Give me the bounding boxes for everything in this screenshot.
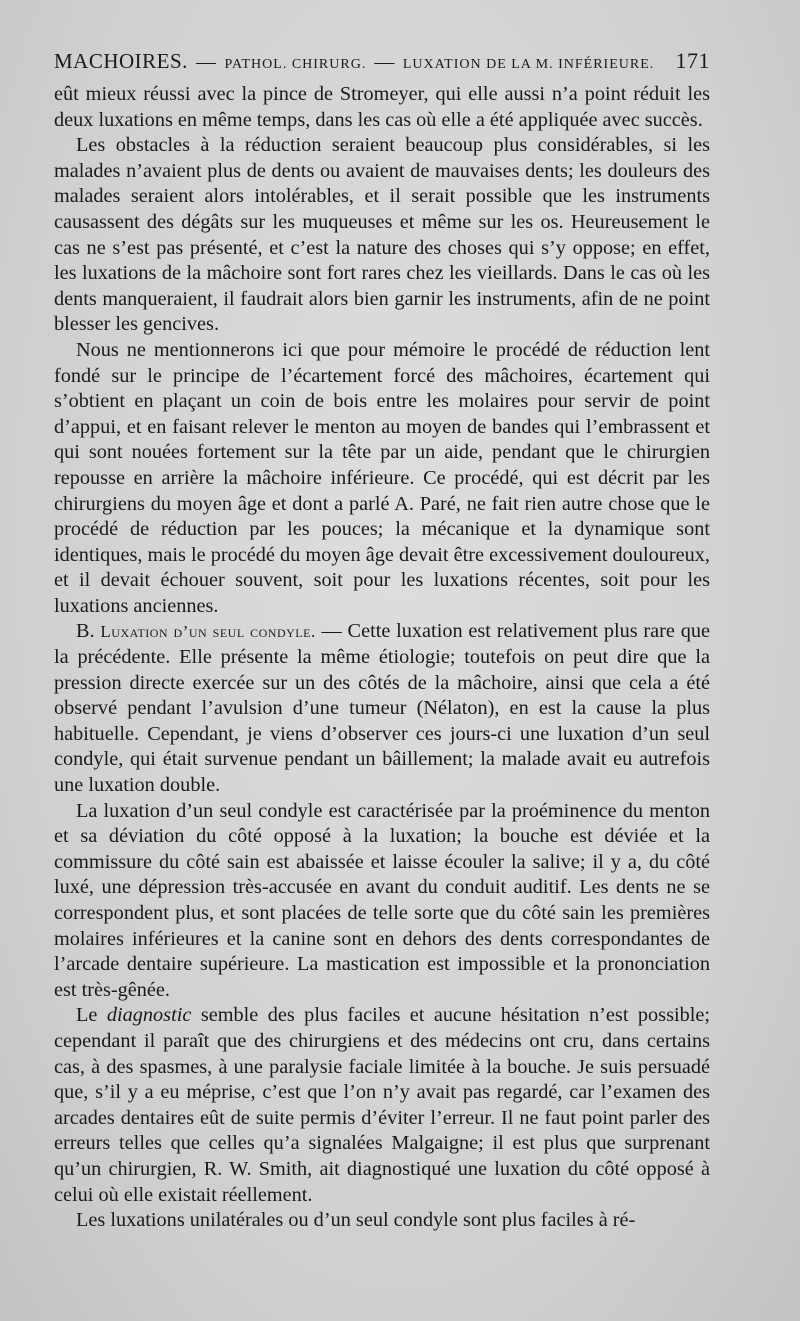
- page-number: 171: [675, 48, 710, 73]
- paragraph: [54, 1003, 710, 1208]
- header-section: PATHOL. CHIRURG.: [224, 57, 367, 72]
- section-label: B.: [76, 620, 95, 643]
- header-topic: LUXATION DE LA M. INFÉRIEURE.: [402, 57, 655, 72]
- paragraph-text: semble des plus faciles et aucune hésitation n’est possible; cependant il paraît que des chirurgiens et des médecins ont cru, dans certains cas, à des spasmes, à une paralysie faciale limitée à la bouche. Je suis persuadé que, s’il y a eu méprise, c’est que l’on n’y avait pas regardé, car l’examen des arcades dentaires eût de suite permis d’éviter l’erreur. Il ne faut point parler des erreurs telles que celles qu’a signalées Malgaigne; il est plus que surprenant qu’un chirurgien, R. W. Smith, ait diagnostiqué une luxation du côté opposé à celui où elle existait réellement.: [54, 1004, 711, 1206]
- header-dash: —: [374, 51, 395, 73]
- paragraph: Nous ne mentionnerons ici que pour mémoire le procédé de réduction lent fondé sur le principe de l’écartement forcé des mâchoires, écartement qui s’obtient en plaçant un coin de bois entre les molaires pour servir de point d’appui, et en faisant relever le menton au moyen de bandes qui l’embrassent et qui sont nouées fortement sur la tête par un aide, pendant que le chirurgien repousse en arrière la mâchoire inférieure. Ce procédé, qui est décrit par les chirurgiens du moyen âge et dont a parlé A. Paré, ne fait rien autre chose que le procédé de réduction par les pouces; la mécanique et la dynamique sont identiques, mais le procédé du moyen âge devait être excessivement douloureux, et il devait échouer souvent, soit pour les luxations récentes, soit pour les luxations anciennes.: [54, 338, 710, 617]
- paragraph: La luxation d’un seul condyle est caractérisée par la proéminence du menton et sa déviation du côté opposé à la luxation; la bouche est déviée et la commissure du côté sain est abaissée et laisse écouler la salive; il y a, du côté luxé, une dépression très-accusée en avant du conduit auditif. Les dents ne se correspondent plus, et sont placées de telle sorte que du côté sain les premières molaires inférieures et la canine sont en dehors des dents correspondantes de l’arcade dentaire supérieure. La mastication est impossible et la prononciation est très-gênée.: [54, 799, 710, 1001]
- italic-term: diagnostic: [106, 1004, 192, 1027]
- header-dash: —: [195, 51, 217, 73]
- section-title: Luxation d’un seul condyle.: [100, 622, 316, 642]
- paragraph: Les luxations unilatérales ou d’un seul condyle sont plus faciles à ré-: [76, 1209, 636, 1232]
- paragraph-text: — Cette luxation est relativement plus rare que la précédente. Elle présente la même étiologie; toutefois on peut dire que la pression directe exercée sur un des côtés de la mâchoire, ainsi que cela a été observé pendant l’avulsion d’une tumeur (Nélaton), en est la cause la plus habituelle. Cependant, je viens d’observer ces jours-ci une luxation d’un seul condyle, qui était survenue pendant un bâillement; la malade avait eu autrefois une luxation double.: [54, 620, 710, 797]
- paragraph-lead: Le: [76, 1004, 98, 1027]
- paragraph: eût mieux réussi avec la pince de Stromeyer, qui elle aussi n’a point réduit les deux luxations en même temps, dans les cas où elle a été appliquée avec succès.: [54, 83, 710, 131]
- header-chapter: MACHOIRES.: [54, 49, 188, 73]
- paragraph: [54, 619, 710, 798]
- body-text: [54, 82, 710, 1234]
- paragraph: Les obstacles à la réduction seraient beaucoup plus considérables, si les malades n’avaient plus de dents ou avaient de mauvaises dents; les douleurs des malades seraient alors intolérables, et il serait possible que les instruments causassent des dégâts sur les muqueuses et même sur les os. Heureusement le cas ne s’est pas présenté, et c’est la nature des choses qui s’y oppose; en effet, les luxations de la mâchoire sont fort rares chez les vieillards. Dans le cas où les dents manqueraient, il faudrait alors bien garnir les instruments, afin de ne point blesser les gencives.: [54, 134, 710, 336]
- running-header: [54, 48, 710, 74]
